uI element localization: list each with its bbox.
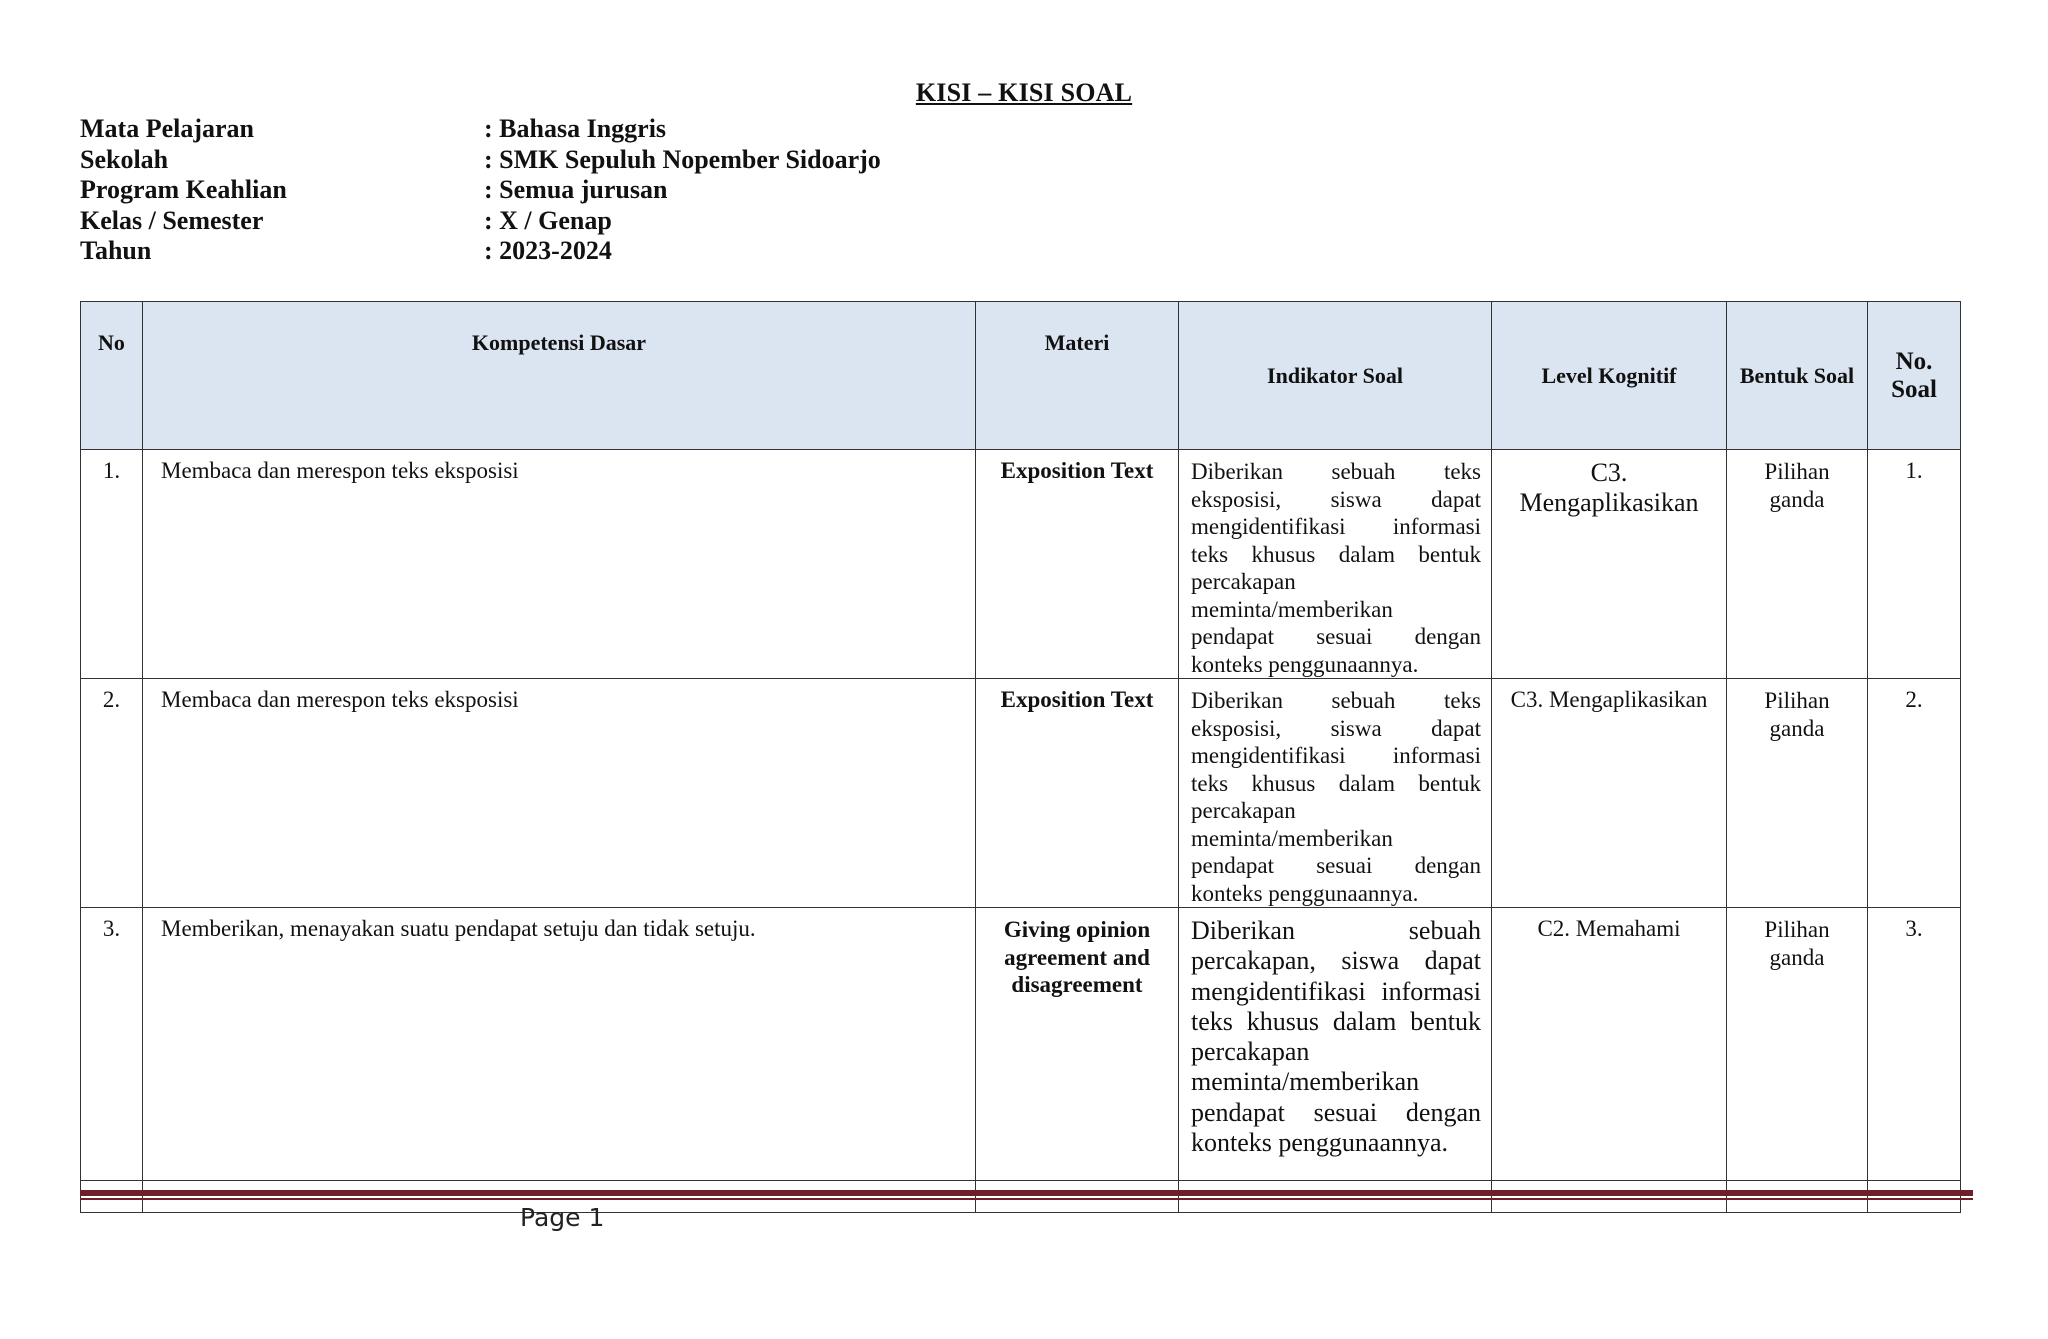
- cell-kompetensi-dasar: Membaca dan merespon teks eksposisi: [143, 679, 976, 908]
- empty-cell: [1179, 1181, 1492, 1213]
- table-row: [81, 679, 1961, 908]
- meta-row-kelas-semester: [80, 206, 881, 237]
- meta-row-tahun: [80, 236, 881, 267]
- cell-materi: Exposition Text: [976, 679, 1179, 908]
- meta-value: : Bahasa Inggris: [484, 114, 667, 143]
- empty-cell: [1868, 1181, 1961, 1213]
- page-number: Page 1: [520, 1203, 605, 1232]
- empty-cell: [1492, 1181, 1727, 1213]
- empty-cell: [976, 1181, 1179, 1213]
- cell-bentuk-soal: Pilihan ganda: [1727, 450, 1868, 679]
- header-no: No: [81, 302, 143, 450]
- document-meta: [80, 114, 881, 267]
- meta-value: : X / Genap: [484, 205, 612, 235]
- table-row: [81, 908, 1961, 1181]
- cell-no: 3.: [81, 908, 143, 1181]
- meta-label: Tahun: [80, 236, 152, 265]
- cell-indikator-soal: Diberikan sebuah teks eksposisi, siswa dapat mengidentifikasi informasi teks khusus dalam bentuk percakapan meminta/memberikan pendapat sesuai dengan konteks penggunaannya.: [1179, 679, 1492, 908]
- meta-row-program-keahlian: [80, 175, 881, 206]
- empty-cell: [81, 1181, 143, 1213]
- footer-rule-thick: [80, 1190, 1973, 1196]
- meta-label: Mata Pelajaran: [80, 114, 255, 143]
- header-indikator-soal: Indikator Soal: [1179, 302, 1492, 450]
- meta-label: Kelas / Semester: [80, 205, 264, 235]
- cell-bentuk-soal: Pilihan ganda: [1727, 679, 1868, 908]
- meta-value: : 2023-2024: [484, 236, 612, 265]
- table-row: [81, 450, 1961, 679]
- footer-rule-thin: [80, 1198, 1973, 1200]
- cell-materi: Giving opinion agreement and disagreement: [976, 908, 1179, 1181]
- meta-row-sekolah: [80, 145, 881, 176]
- cell-materi: Exposition Text: [976, 450, 1179, 679]
- cell-indikator-soal: Diberikan sebuah percakapan, siswa dapat mengidentifikasi informasi teks khusus dalam bentuk percakapan meminta/memberikan pendapat sesuai dengan konteks penggunaannya.: [1179, 908, 1492, 1181]
- cell-level-kognitif: C2. Memahami: [1492, 908, 1727, 1181]
- cell-no: 2.: [81, 679, 143, 908]
- cell-no-soal: 3.: [1868, 908, 1961, 1181]
- meta-row-mata-pelajaran: [80, 114, 881, 145]
- header-kompetensi-dasar: Kompetensi Dasar: [143, 302, 976, 450]
- table-row-empty: [81, 1181, 1961, 1213]
- header-no-soal: No. Soal: [1868, 302, 1961, 450]
- cell-indikator-soal: Diberikan sebuah teks eksposisi, siswa dapat mengidentifikasi informasi teks khusus dalam bentuk percakapan meminta/memberikan pendapat sesuai dengan konteks penggunaannya.: [1179, 450, 1492, 679]
- cell-no-soal: 1.: [1868, 450, 1961, 679]
- meta-label: Program Keahlian: [80, 175, 287, 204]
- kisi-soal-table: [80, 301, 1961, 1213]
- empty-cell: [1727, 1181, 1868, 1213]
- meta-label: Sekolah: [80, 144, 169, 174]
- cell-no: 1.: [81, 450, 143, 679]
- header-materi: Materi: [976, 302, 1179, 450]
- cell-level-kognitif: C3. Mengaplikasikan: [1492, 679, 1727, 908]
- meta-value: : SMK Sepuluh Nopember Sidoarjo: [484, 144, 881, 174]
- document-title: KISI – KISI SOAL: [915, 78, 1133, 107]
- cell-kompetensi-dasar: Memberikan, menayakan suatu pendapat setuju dan tidak setuju.: [143, 908, 976, 1181]
- cell-kompetensi-dasar: Membaca dan merespon teks eksposisi: [143, 450, 976, 679]
- cell-no-soal: 2.: [1868, 679, 1961, 908]
- cell-bentuk-soal: Pilihan ganda: [1727, 908, 1868, 1181]
- cell-level-kognitif: C3. Mengaplikasikan: [1492, 450, 1727, 679]
- header-bentuk-soal: Bentuk Soal: [1727, 302, 1868, 450]
- header-level-kognitif: Level Kognitif: [1492, 302, 1727, 450]
- table-header-row: [81, 302, 1961, 450]
- meta-value: : Semua jurusan: [484, 175, 668, 204]
